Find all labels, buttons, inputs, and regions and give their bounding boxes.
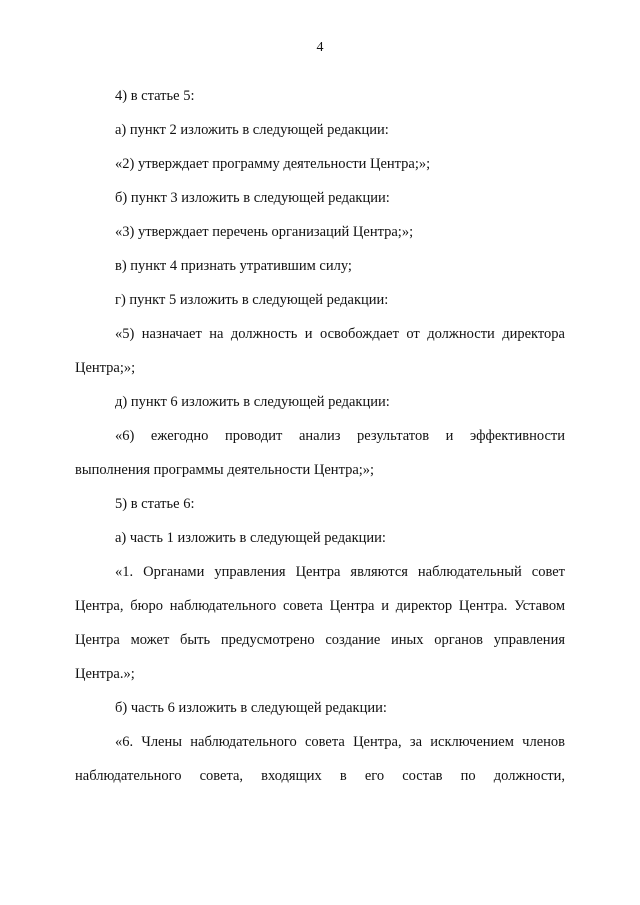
paragraph-item-b-point-3: б) пункт 3 изложить в следующей редакции:	[115, 190, 390, 206]
paragraph-point-3-text: «3) утверждает перечень организаций Центра;»;	[115, 224, 414, 240]
paragraph-part-6-text: «6. Члены наблюдательного совета Центра, за исключением членов наблюдательного совета, входящих в его состав по должности,	[75, 734, 565, 784]
paragraph-item-a-point-2: а) пункт 2 изложить в следующей редакции:	[115, 122, 389, 138]
page-number: 4	[316, 40, 324, 55]
paragraph-part-1-text: «1. Органами управления Центра являются наблюдательный совет Центра, бюро наблюдательного совета Центра и директор Центра. Уставом Центра может быть предусмотрено создание иных органов управления Центра.»;	[75, 564, 565, 682]
paragraph-point-6-text: «6) ежегодно проводит анализ результатов и эффективности выполнения программы деятельности Центра;»;	[75, 428, 565, 478]
paragraph-article-5-heading: 4) в статье 5:	[115, 88, 195, 104]
paragraph-item-v-point-4: в) пункт 4 признать утратившим силу;	[115, 258, 352, 274]
paragraph-article-6-heading: 5) в статье 6:	[115, 496, 195, 512]
document-body	[75, 79, 565, 793]
paragraph-item-d-point-6: д) пункт 6 изложить в следующей редакции:	[115, 394, 390, 410]
paragraph-point-5-text: «5) назначает на должность и освобождает от должности директора Центра;»;	[75, 326, 565, 376]
paragraph-item-g-point-5: г) пункт 5 изложить в следующей редакции:	[115, 292, 389, 308]
paragraph-item-b-part-6: б) часть 6 изложить в следующей редакции:	[115, 700, 387, 716]
paragraph-item-a-part-1: а) часть 1 изложить в следующей редакции:	[115, 530, 386, 546]
paragraph-point-2-text: «2) утверждает программу деятельности Центра;»;	[115, 156, 431, 172]
